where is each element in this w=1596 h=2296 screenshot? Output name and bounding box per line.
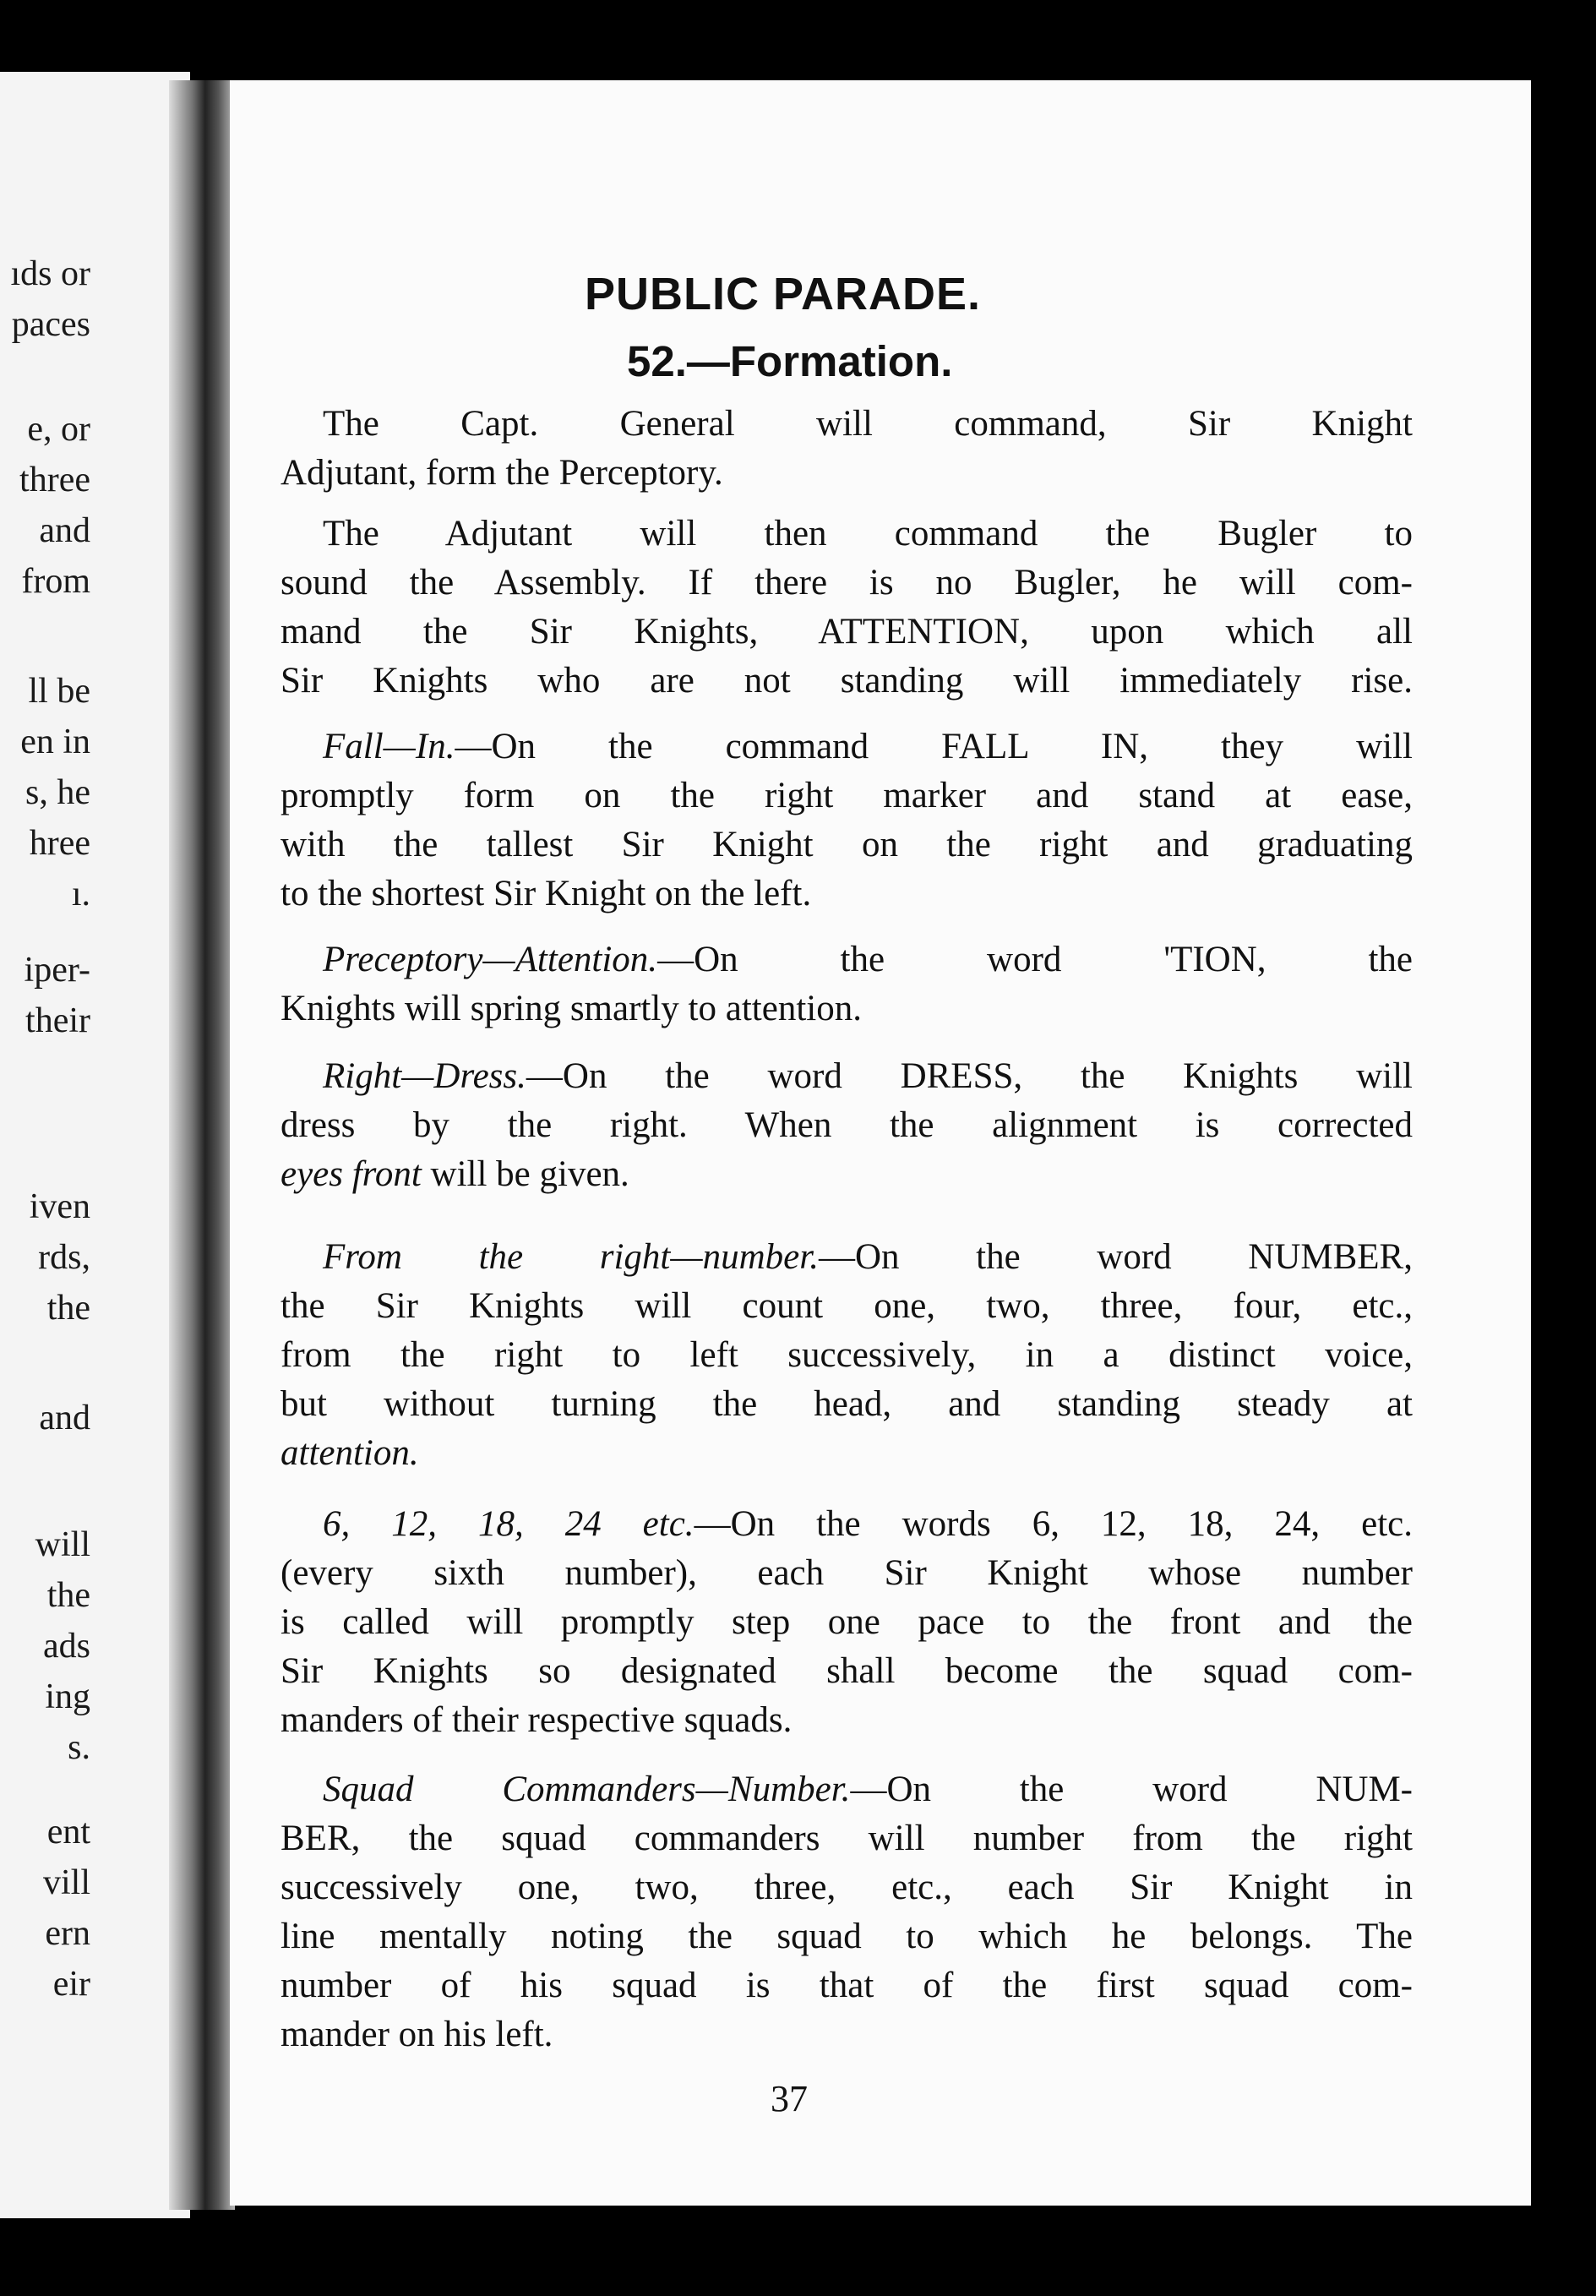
run-in-heading: Squad Commanders—Number. bbox=[323, 1770, 851, 1809]
paragraph-line: Adjutant, form the Perceptory. bbox=[281, 453, 723, 493]
left-page-fragment: will bbox=[35, 1525, 90, 1564]
run-in-heading: Fall—In. bbox=[323, 727, 455, 766]
paragraph-line: with the tallest Sir Knight on the right and graduating bbox=[281, 825, 1413, 864]
paragraph-line: is called will promptly step one pace to the front and the bbox=[281, 1602, 1413, 1642]
right-page bbox=[230, 80, 1531, 2206]
run-in-heading: From the right—number. bbox=[323, 1237, 819, 1277]
left-page-fragment: their bbox=[25, 1001, 90, 1040]
page-heading: PUBLIC PARADE. bbox=[585, 269, 982, 319]
paragraph-line: sound the Assembly. If there is no Bugler, he will com- bbox=[281, 563, 1413, 603]
paragraph-line: attention. bbox=[281, 1433, 419, 1473]
left-page-fragment: iven bbox=[29, 1187, 90, 1226]
left-page-fragment: from bbox=[21, 562, 90, 601]
left-page-fragment: e, or bbox=[27, 410, 90, 449]
left-page-fragment: ads bbox=[43, 1627, 90, 1666]
paragraph-line bbox=[323, 1052, 1413, 1101]
left-page-fragment: ent bbox=[46, 1813, 90, 1852]
paragraph-text: —On the word NUM- bbox=[850, 1770, 1413, 1809]
paragraph-line: Sir Knights who are not standing will immediately rise. bbox=[281, 661, 1413, 701]
left-page-fragment: rds, bbox=[38, 1238, 90, 1277]
paragraph-line: line mentally noting the squad to which he belongs. The bbox=[281, 1917, 1413, 1956]
left-page-fragment: ıds or bbox=[10, 254, 90, 293]
left-page-fragment: and bbox=[39, 1399, 90, 1437]
paragraph-line: promptly form on the right marker and stand at ease, bbox=[281, 776, 1413, 815]
left-page-fragment: en in bbox=[20, 723, 90, 761]
paragraph-line bbox=[323, 1233, 1413, 1282]
section-title: 52.—Formation. bbox=[627, 337, 953, 385]
paragraph-line: The Capt. General will command, Sir Knight bbox=[323, 404, 1413, 444]
paragraph-line bbox=[323, 723, 1413, 772]
paragraph-line bbox=[323, 1500, 1413, 1549]
left-page-fragment: vill bbox=[42, 1863, 90, 1902]
book-gutter-shadow bbox=[169, 80, 235, 2210]
paragraph-line: mand the Sir Knights, ATTENTION, upon which all bbox=[281, 612, 1413, 652]
paragraph-line: BER, the squad commanders will number from the right bbox=[281, 1819, 1413, 1858]
paragraph-line: The Adjutant will then command the Bugler to bbox=[323, 514, 1413, 554]
left-page-fragment: eir bbox=[52, 1965, 90, 2004]
left-page-fragment: s. bbox=[68, 1728, 90, 1767]
page-number: 37 bbox=[771, 2078, 808, 2119]
paragraph-text: —On the words 6, 12, 18, 24, etc. bbox=[694, 1504, 1414, 1544]
paragraph-line: (every sixth number), each Sir Knight whose number bbox=[281, 1553, 1413, 1593]
left-page-fragment: ll be bbox=[28, 672, 90, 711]
paragraph-text: —On the command FALL IN, they will bbox=[455, 727, 1413, 766]
paragraph-line: but without turning the head, and standing steady at bbox=[281, 1384, 1413, 1424]
run-in-heading: 6, 12, 18, 24 etc. bbox=[323, 1504, 695, 1544]
run-in-heading: Right—Dress. bbox=[323, 1056, 526, 1096]
left-page-fragment: ern bbox=[45, 1914, 90, 1953]
paragraph-line: from the right to left successively, in a distinct voice, bbox=[281, 1335, 1413, 1375]
left-page-fragment: the bbox=[46, 1576, 90, 1615]
paragraph-line: dress by the right. When the alignment is corrected bbox=[281, 1105, 1413, 1145]
run-in-heading: Preceptory—Attention. bbox=[323, 940, 658, 979]
paragraph-line: number of his squad is that of the first squad com- bbox=[281, 1966, 1413, 2005]
left-page-fragment: three bbox=[19, 461, 90, 499]
left-page-fragment: ı. bbox=[71, 875, 90, 913]
paragraph-text: will be given. bbox=[430, 1154, 629, 1194]
paragraph-line: successively one, two, three, etc., each Sir Knight in bbox=[281, 1868, 1413, 1907]
left-page-fragment: the bbox=[46, 1289, 90, 1328]
paragraph-line: manders of their respective squads. bbox=[281, 1700, 793, 1740]
paragraph-text: —On the word NUMBER, bbox=[818, 1237, 1413, 1277]
left-page-fragment: paces bbox=[11, 305, 90, 344]
paragraph-line: to the shortest Sir Knight on the left. bbox=[281, 874, 812, 913]
paragraph-line: mander on his left. bbox=[281, 2015, 553, 2054]
paragraph-line: Knights will spring smartly to attention. bbox=[281, 989, 862, 1028]
paragraph-text: —On the word DRESS, the Knights will bbox=[526, 1056, 1413, 1096]
paragraph-line: Sir Knights so designated shall become the squad com- bbox=[281, 1651, 1413, 1691]
paragraph-line: the Sir Knights will count one, two, three, four, etc., bbox=[281, 1286, 1413, 1326]
left-facing-page bbox=[0, 72, 190, 2218]
paragraph-line bbox=[323, 935, 1413, 984]
left-page-fragment: iper- bbox=[24, 951, 90, 990]
left-page-fragment: s, he bbox=[25, 773, 90, 812]
left-page-fragment: hree bbox=[29, 824, 90, 863]
left-page-fragment: ing bbox=[45, 1677, 90, 1716]
italic-phrase: eyes front bbox=[281, 1154, 422, 1194]
paragraph-line bbox=[281, 1150, 1413, 1199]
left-page-fragment: and bbox=[39, 511, 90, 550]
paragraph-line bbox=[323, 1765, 1413, 1814]
paragraph-text: —On the word 'TION, the bbox=[657, 940, 1413, 979]
